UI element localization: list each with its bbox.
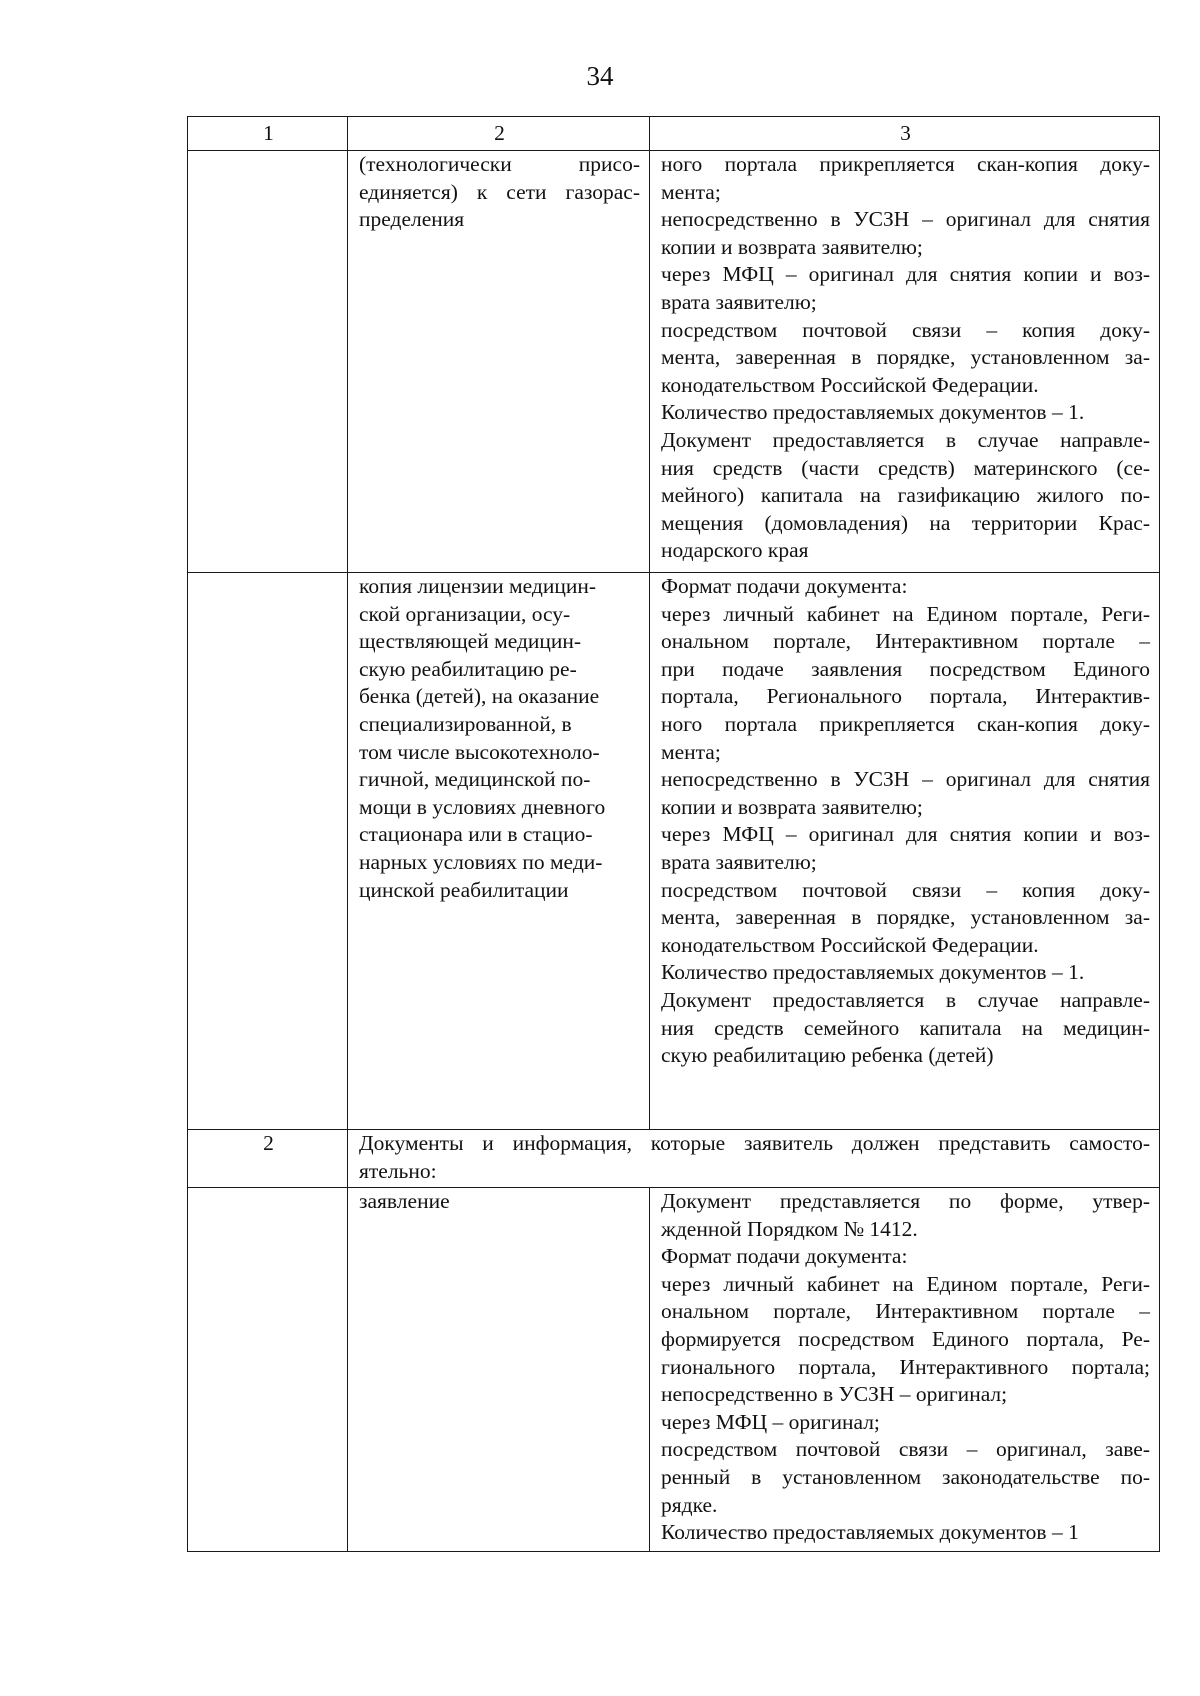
text-line: через личный кабинет на Едином портале, Реги-	[661, 601, 1150, 626]
text-line: посредством почтовой связи – копия доку-	[661, 317, 1150, 342]
text-line: врата заявителю;	[661, 289, 817, 314]
text-line: ного портала прикрепляется скан-копия доку-	[661, 711, 1150, 736]
text-line: заявление	[359, 1189, 450, 1213]
text-line: формируется посредством Единого портала, Ре-	[661, 1326, 1150, 1351]
document-name-cell	[348, 1188, 650, 1552]
row-number-cell	[188, 573, 348, 1130]
document-details-cell	[650, 1188, 1160, 1552]
text-line: конодательством Российской Федерации.	[661, 372, 1039, 397]
text-line: гионального портала, Интерактивного портала;	[661, 1354, 1150, 1379]
text-line: мента;	[661, 179, 721, 204]
document-name-cell	[348, 151, 650, 573]
text-line: Документ представляется по форме, утвер-	[661, 1189, 1150, 1213]
text-line: бенка (детей), на оказание	[359, 684, 600, 709]
text-line: посредством почтовой связи – копия доку-	[661, 877, 1150, 902]
text-line: непосредственно в УСЗН – оригинал для снятия	[661, 207, 1150, 232]
text-line: том числе высокотехноло-	[359, 739, 600, 764]
text-line: ональном портале, Интерактивном портале –	[661, 1299, 1150, 1324]
text-line: Формат подачи документа:	[661, 574, 908, 598]
page-number: 34	[586, 61, 614, 91]
text-line: ской организации, осу-	[359, 601, 571, 626]
document-name-cell	[348, 573, 650, 1130]
header-col-2: 2	[348, 117, 650, 151]
table-row	[188, 151, 1160, 573]
document-details-cell	[650, 151, 1160, 573]
text-line: через личный кабинет на Едином портале, Реги-	[661, 1271, 1150, 1296]
text-line: специализированной, в	[359, 711, 572, 736]
text-line: Количество предоставляемых документов – 1.	[661, 400, 1085, 425]
section-heading-cell	[348, 1130, 1160, 1188]
text-line: Документ предоставляется в случае направле-	[661, 987, 1150, 1012]
text-line: Документы и информация, которые заявитель должен представить самосто-	[359, 1131, 1150, 1155]
document-table	[187, 116, 1160, 1552]
text-line: ональном портале, Интерактивном портале –	[661, 629, 1150, 654]
text-line: мента;	[661, 739, 721, 764]
text-line: ществляющей медицин-	[359, 629, 582, 654]
text-line: копии и возврата заявителю;	[661, 794, 923, 819]
row-number-cell	[188, 151, 348, 573]
text-line: непосредственно в УСЗН – оригинал;	[661, 1382, 1008, 1407]
text-line: портала, Регионального портала, Интерактив-	[661, 684, 1150, 709]
text-line: жденной Порядком № 1412.	[661, 1216, 918, 1241]
text-line: врата заявителю;	[661, 849, 817, 874]
table-row	[188, 1188, 1160, 1552]
text-line: мещения (домовладения) на территории Крас-	[661, 510, 1150, 535]
text-line: ния средств (части средств) материнского (се-	[661, 455, 1150, 480]
header-col-3: 3	[650, 117, 1160, 151]
table-row	[188, 573, 1160, 1130]
text-line: посредством почтовой связи – оригинал, заве-	[661, 1437, 1150, 1462]
text-line: ятельно:	[359, 1158, 437, 1183]
text-line: копия лицензии медицин-	[359, 574, 597, 598]
text-line: мейного) капитала на газификацию жилого по-	[661, 483, 1150, 508]
text-line: ренный в установленном законодательстве по-	[661, 1464, 1150, 1489]
text-line: скую реабилитацию ребенка (детей)	[661, 1043, 994, 1068]
text-line: мента, заверенная в порядке, установленном за-	[661, 905, 1150, 930]
text-line: стационара или в стацио-	[359, 822, 593, 847]
text-line: Количество предоставляемых документов – 1	[661, 1520, 1079, 1545]
text-line: конодательством Российской Федерации.	[661, 932, 1039, 957]
text-line: копии и возврата заявителю;	[661, 234, 923, 259]
text-line: Количество предоставляемых документов – 1.	[661, 960, 1085, 985]
text-line: рядке.	[661, 1492, 718, 1517]
text-line: через МФЦ – оригинал для снятия копии и воз-	[661, 262, 1150, 287]
table-header-row	[188, 117, 1160, 151]
text-line: (технологически присо-	[359, 152, 640, 176]
text-line: единяется) к сети газорас-	[359, 179, 640, 204]
text-line: Документ предоставляется в случае направле-	[661, 427, 1150, 452]
text-line: при подаче заявления посредством Единого	[661, 656, 1150, 681]
text-line: через МФЦ – оригинал для снятия копии и воз-	[661, 822, 1150, 847]
row-number-cell: 2	[188, 1130, 348, 1188]
text-line: нодарского края	[661, 538, 809, 563]
header-col-1: 1	[188, 117, 348, 151]
text-line: скую реабилитацию ре-	[359, 656, 577, 681]
text-line: ного портала прикрепляется скан-копия доку-	[661, 152, 1150, 176]
text-line: Формат подачи документа:	[661, 1244, 908, 1269]
document-details-cell	[650, 573, 1160, 1130]
text-line: ния средств семейного капитала на медицин-	[661, 1015, 1150, 1040]
text-line: мента, заверенная в порядке, установленном за-	[661, 345, 1150, 370]
text-line: непосредственно в УСЗН – оригинал для снятия	[661, 767, 1150, 792]
row-number-cell	[188, 1188, 348, 1552]
table-section-row	[188, 1130, 1160, 1188]
text-line: пределения	[359, 207, 465, 232]
text-line: мощи в условиях дневного	[359, 794, 606, 819]
text-line: гичной, медицинской по-	[359, 767, 591, 792]
text-line: через МФЦ – оригинал;	[661, 1409, 880, 1434]
text-line: нарных условиях по меди-	[359, 849, 603, 874]
text-line: цинской реабилитации	[359, 877, 569, 902]
